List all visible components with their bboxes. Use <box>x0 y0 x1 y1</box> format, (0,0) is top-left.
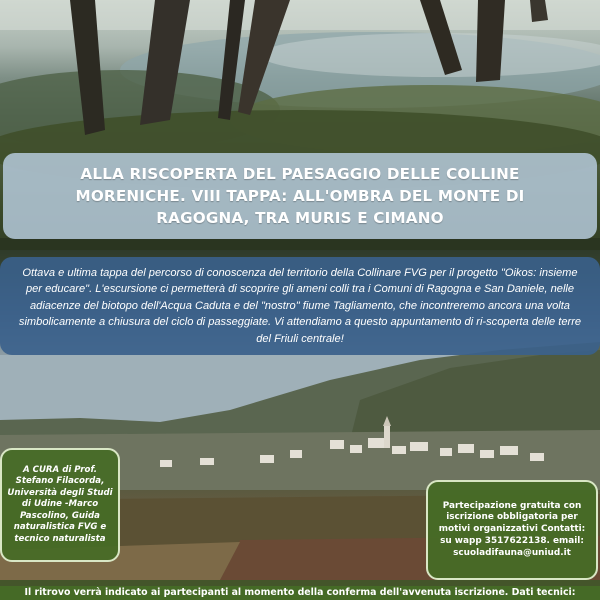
participation-text: Partecipazione gratuita con iscrizione obbligatoria per motivi organizzativi Contatti: su wapp 3517622138. email: scuoladifauna@uniud.it <box>438 500 586 558</box>
footer-bar <box>0 586 600 600</box>
page-title: ALLA RISCOPERTA DEL PAESAGGIO DELLE COLLINE MORENICHE. VIII TAPPA: ALL'OMBRA DEL MONTE DI RAGOGNA, TRA MURIS E CIMANO <box>75 165 525 227</box>
title-panel <box>3 153 597 239</box>
description-panel <box>0 257 600 355</box>
participation-box <box>426 480 598 580</box>
curators-box <box>0 448 120 562</box>
footer-text: Il ritrovo verrà indicato ai partecipanti al momento della conferma dell'avvenuta iscrizione. Dati tecnici: <box>24 587 576 598</box>
description-text: Ottava e ultima tappa del percorso di conoscenza del territorio della Collinare FVG per il progetto "Oikos: insieme per educare". L'escursione ci permetterà di scoprire gli ameni colli tra i Comuni di Ragogna e San Daniele, nelle adiacenze del biotopo dell'Acqua Caduta e del "nostro" fiume Tagliamento, che incontreremo ancora una volta simbolicamente a chiusura del ciclo di passeggiate. Vi attendiamo a questo appuntamento di ri-scoperta delle terre del Friuli centrale! <box>18 266 582 345</box>
curators-text: A CURA di Prof. Stefano Filacorda, Università degli Studi di Udine -Marco Pascolino, Guida naturalistica FVG e tecnico naturalista <box>7 465 113 544</box>
